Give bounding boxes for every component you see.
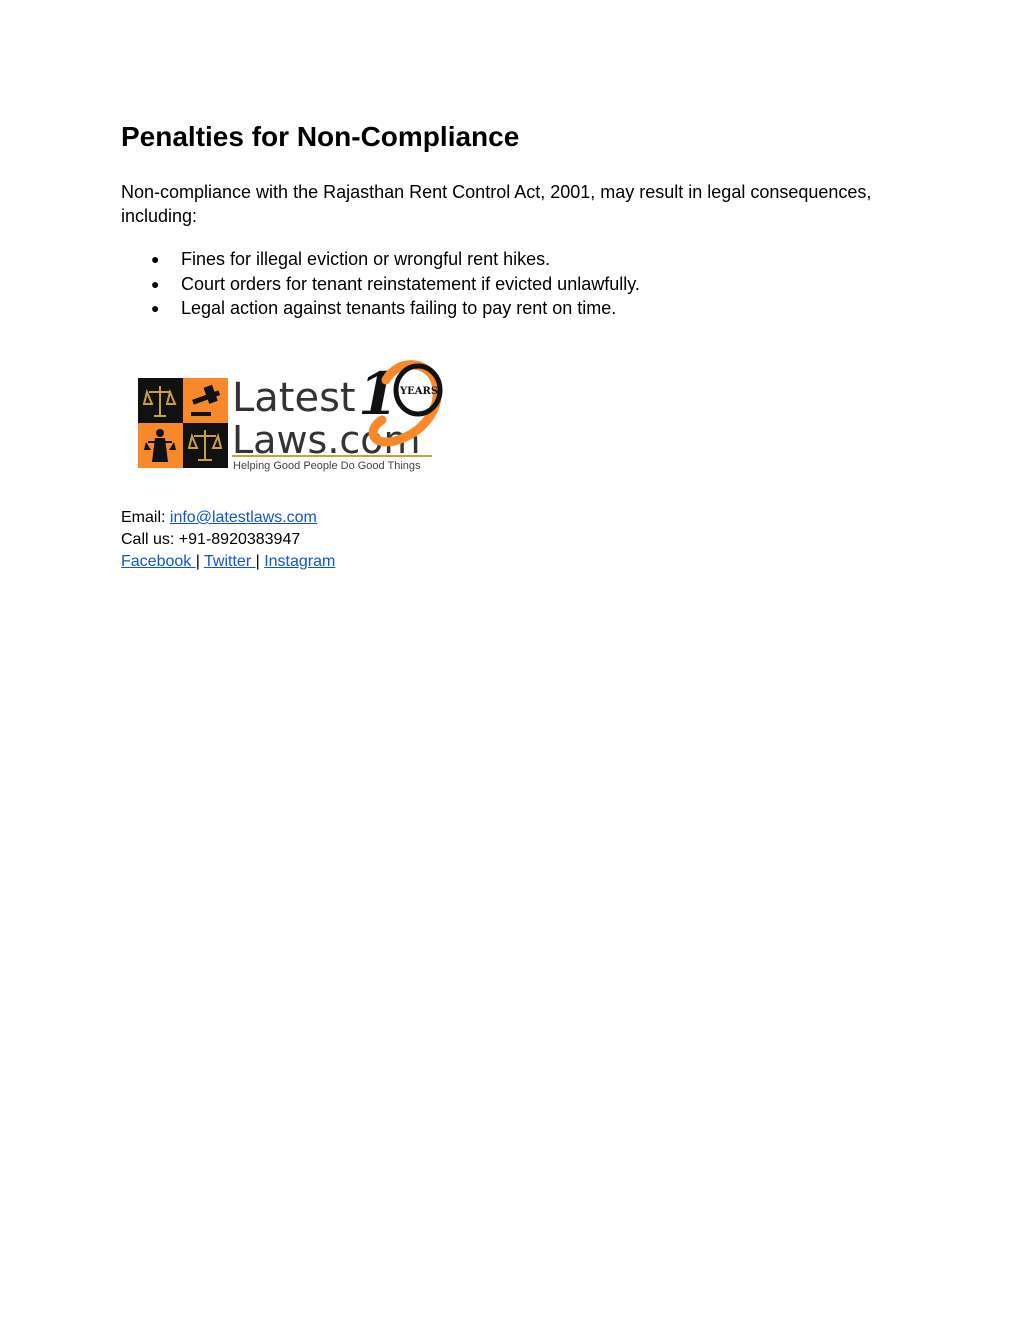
document-body — [121, 118, 911, 321]
phone-number: +91-8920383947 — [178, 531, 301, 548]
email-row — [121, 507, 335, 529]
email-label: Email: — [121, 509, 170, 526]
facebook-link[interactable]: Facebook — [121, 553, 196, 570]
anniversary-one: 1 — [358, 360, 399, 428]
list-item — [121, 272, 911, 297]
instagram-link[interactable]: Instagram — [264, 553, 336, 570]
intro-paragraph: Non-compliance with the Rajasthan Rent Control Act, 2001, may result in legal consequences, including: — [121, 182, 872, 226]
list-item-text: Legal action against tenants failing to pay rent on time. — [181, 298, 617, 318]
social-links-row — [121, 551, 335, 573]
list-item — [121, 247, 911, 272]
phone-label: Call us: — [121, 531, 179, 548]
logo-word-latest: Latest — [232, 375, 356, 421]
latestlaws-logo — [136, 350, 448, 475]
link-separator: | — [255, 553, 260, 570]
logo-word-laws: Laws.com — [232, 418, 421, 462]
penalties-list — [121, 247, 911, 321]
link-separator: | — [195, 553, 200, 570]
anniversary-years: YEARS — [400, 386, 439, 397]
list-item-text: Court orders for tenant reinstatement if evicted unlawfully. — [181, 273, 640, 294]
twitter-link[interactable]: Twitter — [204, 553, 256, 570]
bullet-icon: ● — [151, 275, 160, 292]
list-item-text: Fines for illegal eviction or wrongful rent hikes. — [181, 249, 551, 269]
email-link[interactable]: info@latestlaws.com — [169, 509, 317, 526]
bullet-icon: ● — [151, 300, 160, 316]
logo-tagline: Helping Good People Do Good Things — [233, 460, 421, 472]
phone-row — [121, 529, 335, 551]
logo-quadrant-top-right — [183, 378, 228, 423]
page-title: Penalties for Non-Compliance — [121, 121, 520, 152]
contact-block — [121, 507, 335, 573]
list-item — [121, 296, 911, 321]
bullet-icon: ● — [151, 251, 160, 267]
